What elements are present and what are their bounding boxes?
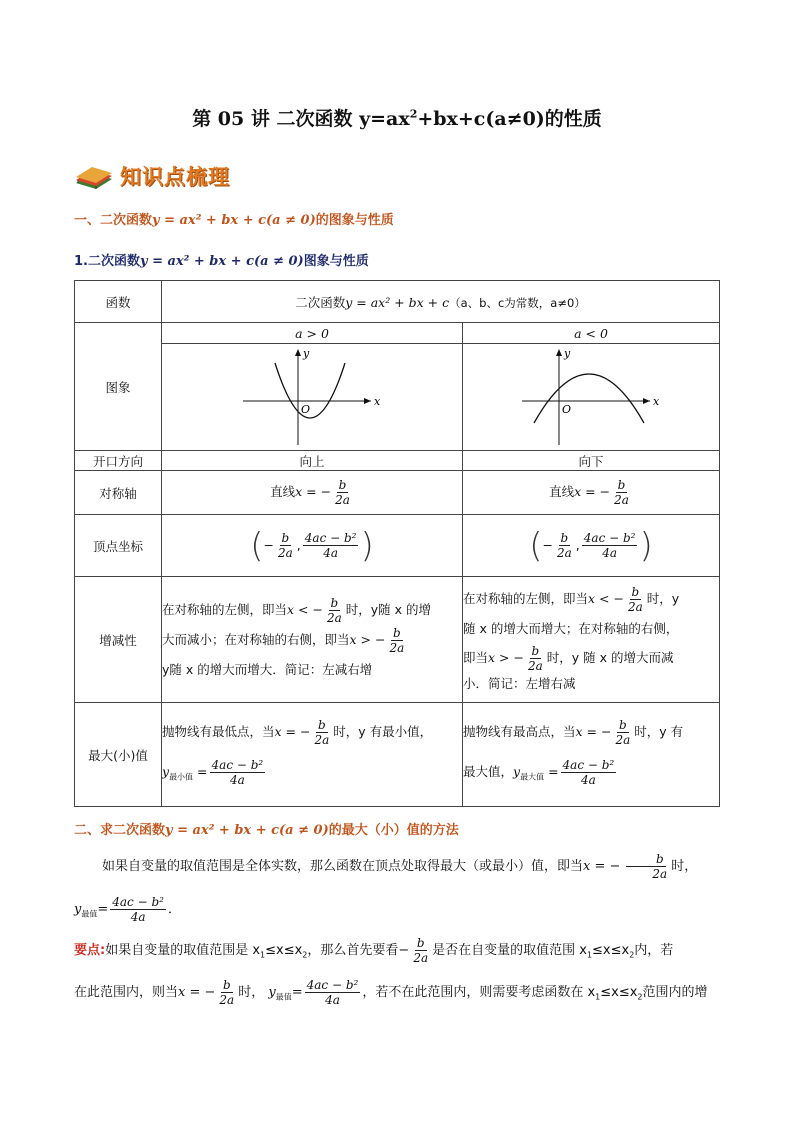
function-cell: 二次函数y = ax² + bx + c（a、b、c为常数，a≠0） — [162, 281, 720, 323]
knowledge-banner — [74, 160, 230, 192]
svg-text:y: y — [564, 347, 571, 360]
paragraph-2-cont: 在此范围内，则当x = − $\frac{b}{2a}$ 时， $y_{最值}=$ $\frac{\text{4ac − b²}}{4a}$ ，若不在此范围内，则需要考虑函数在 $x_1\le x\le x_2$范围内的增 — [74, 978, 708, 1007]
svg-text:x: x — [653, 395, 660, 408]
opening-up: 向上 — [162, 451, 463, 471]
svg-text:y: y — [303, 347, 310, 360]
key-point-label: 要点: — [74, 943, 106, 958]
monotonic-negative: 在对称轴的左侧，即当x < − $\frac{b}{2a}$ 时，y 随 x 的增大而增大；在对称轴的右侧， 即当x > − $\frac{b}{2a}$ 时，y 随 x 的增大而减 小．简记：左增右减 — [463, 577, 720, 703]
row-label-axis: 对称轴 — [75, 471, 162, 515]
row-label-graph: 图象 — [75, 323, 162, 451]
subsection-heading-1: 1.二次函数y = ax² + bx + c(a ≠ 0)图象与性质 — [74, 254, 369, 269]
row-label-opening: 开口方向 — [75, 451, 162, 471]
axis-positive: 直线x = − $\frac{b}{2a}$ — [162, 471, 463, 515]
svg-text:x: x — [374, 395, 381, 408]
extreme-positive: 抛物线有最低点，当x = − $\frac{b}{2a}$ 时，y 有最小值， $y_{最小值}$ = $\frac{\text{4ac − b²}}{4a}$ — [162, 703, 463, 807]
books-icon — [74, 161, 114, 191]
paragraph-2: 要点:如果自变量的取值范围是 $x_1\le x\le x_2$，那么首先要看− $\frac{b}{2a}$ 是否在自变量的取值范围 $x_1\le x\le x_2$内，若 — [74, 936, 674, 965]
svg-text:O: O — [562, 403, 572, 416]
condition-positive: a > 0 — [162, 323, 463, 344]
extreme-negative: 抛物线有最高点，当x = − $\frac{b}{2a}$ 时，y 有 最大值，$y_{最大值}$ = $\frac{\text{4ac − b²}}{4a}$ — [463, 703, 720, 807]
condition-negative: a < 0 — [463, 323, 720, 344]
svg-text:O: O — [301, 403, 311, 416]
monotonic-positive: 在对称轴的左侧，即当x < − $\frac{b}{2a}$ 时，y随 x 的增 大而减小；在对称轴的右侧，即当x > − $\frac{b}{2a}$ y随 x 的增大而增大．简记：左减右增 — [162, 577, 463, 703]
axis-negative: 直线x = − $\frac{b}{2a}$ — [463, 471, 720, 515]
vertex-positive: (− $\frac{b}{2a}$ , $\frac{\text{4ac − b²}}{4a}$ ) — [162, 515, 463, 577]
row-label-function: 函数 — [75, 281, 162, 323]
vertex-negative: (− $\frac{b}{2a}$ , $\frac{\text{4ac − b²}}{4a}$ ) — [463, 515, 720, 577]
banner-label: 知识点梳理 — [120, 165, 230, 189]
paragraph-1-cont: $y_{最值}=$ $\frac{\text{4ac − b²}}{4a}$ ． — [74, 895, 181, 924]
section-heading-2: 二、求二次函数y = ax² + bx + c(a ≠ 0)的最大（小）值的方法 — [74, 823, 459, 838]
graph-downward — [463, 344, 720, 451]
graph-upward — [162, 344, 463, 451]
row-label-vertex: 顶点坐标 — [75, 515, 162, 577]
section-heading-1: 一、二次函数y = ax² + bx + c(a ≠ 0)的图象与性质 — [74, 213, 394, 228]
parabola-down-graph — [516, 345, 666, 449]
parabola-up-graph — [237, 345, 387, 449]
row-label-extreme: 最大(小)值 — [75, 703, 162, 807]
opening-down: 向下 — [463, 451, 720, 471]
page-title: 第 05 讲 二次函数 $y=ax^2+bx+c(a\ne 0)$的性质 — [192, 107, 602, 130]
row-label-monotonic: 增减性 — [75, 577, 162, 703]
properties-table — [74, 280, 720, 807]
paragraph-1: 如果自变量的取值范围是全体实数，那么函数在顶点处取得最大（或最小）值，即当x = − $\frac{b}{2a}$ 时， — [102, 852, 698, 881]
